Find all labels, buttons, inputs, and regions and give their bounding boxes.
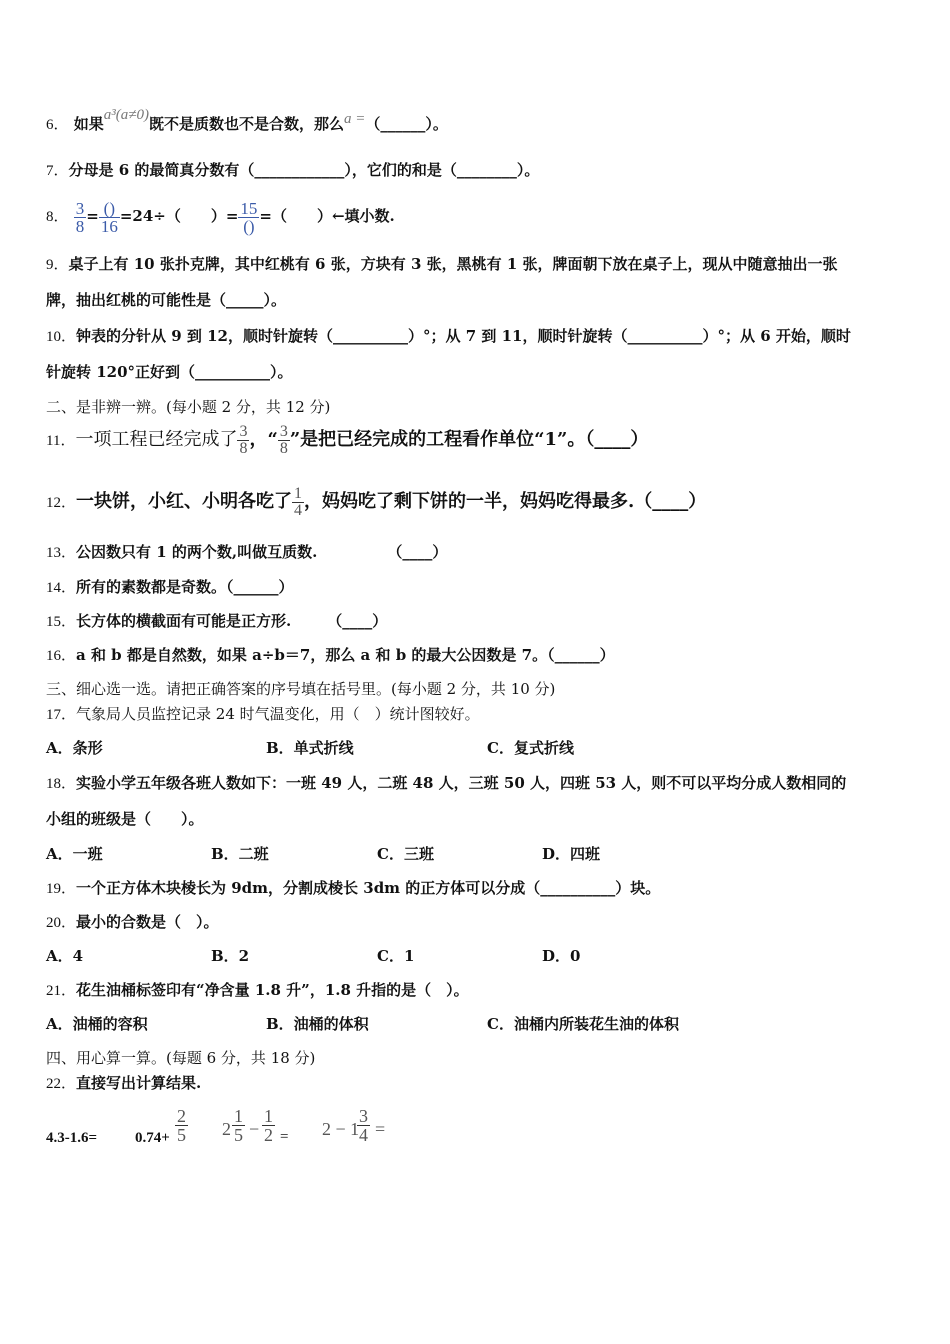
calc-4-numerator: 3 xyxy=(359,1106,368,1126)
q19-text: 一个正方体木块棱长为 9dm，分割成棱长 3dm 的正方体可以分成（__________）块。 xyxy=(76,879,661,897)
q20-option-d[interactable]: D．0 xyxy=(542,947,581,965)
q11-numerator: 3 xyxy=(239,422,248,440)
q20-text: 最小的合数是（ ）。 xyxy=(76,913,219,931)
calc-4-equals: = xyxy=(375,1119,386,1139)
q6-text-2: 既不是质数也不是合数，那么 xyxy=(149,115,345,133)
question-19 xyxy=(46,878,660,899)
q16-number: 16． xyxy=(46,648,77,664)
q11-text-3: ”是把已经完成的工程看作单位“1”。（____） xyxy=(289,429,649,450)
q8-middle: =24÷（ ）= xyxy=(119,207,239,225)
calc-3-numerator-1: 1 xyxy=(234,1106,243,1126)
q21-number: 21． xyxy=(46,983,77,999)
q8-fraction-3 xyxy=(238,200,259,235)
q17-number: 17． xyxy=(46,707,77,723)
q22-text: 直接写出计算结果. xyxy=(76,1074,202,1092)
section-2-heading: 二、是非辨一辨。(每小题 2 分，共 12 分) xyxy=(46,398,331,416)
q18-option-b[interactable]: B．二班 xyxy=(211,845,269,863)
question-10-line-1 xyxy=(46,326,851,347)
question-12 xyxy=(46,480,706,524)
q13-text: 公因数只有 1 的两个数,叫做互质数. xyxy=(76,543,318,561)
q15-text: 长方体的横截面有可能是正方形. xyxy=(76,612,292,630)
q6-expression: a³(a≠0) xyxy=(103,107,149,123)
q9-text-2: 牌，抽出红桃的可能性是（_____）。 xyxy=(46,291,287,309)
q10-text-1: 钟表的分针从 9 到 12，顺时针旋转（__________）°；从 7 到 11，顺时针旋转（__________）°；从 6 开始，顺时 xyxy=(76,327,851,345)
q6-blank: （______）。 xyxy=(365,115,448,133)
question-6 xyxy=(46,107,448,135)
calc-2-prefix: 0.74+ xyxy=(135,1130,170,1146)
q18-options xyxy=(46,844,906,864)
q6-text-1: 如果 xyxy=(73,115,104,133)
q11-number: 11． xyxy=(46,433,76,449)
question-13 xyxy=(46,542,447,563)
q12-text-2: ，妈妈吃了剩下饼的一半，妈妈吃得最多.（____） xyxy=(304,491,707,512)
calc-3-equals: = xyxy=(280,1129,289,1145)
q12-number: 12． xyxy=(46,495,77,511)
q20-number: 20． xyxy=(46,915,77,931)
q15-blank: （____） xyxy=(327,612,388,630)
question-22 xyxy=(46,1073,201,1094)
calc-3-minus: − xyxy=(249,1119,260,1139)
q15-number: 15． xyxy=(46,614,77,630)
question-17 xyxy=(46,704,480,725)
question-8 xyxy=(46,196,395,236)
q20-options xyxy=(46,946,906,966)
calc-3-denominator-1: 5 xyxy=(234,1125,243,1145)
q11-text-1: 一项工程已经完成了 xyxy=(75,429,238,450)
q8-f3-denominator: () xyxy=(243,216,255,236)
question-21 xyxy=(46,980,469,1001)
q17-option-b[interactable]: B．单式折线 xyxy=(266,739,354,757)
q17-option-c[interactable]: C．复式折线 xyxy=(487,739,574,757)
q22-calculations xyxy=(46,1105,446,1155)
q12-denominator: 4 xyxy=(294,501,303,519)
calc-3-fraction-1 xyxy=(232,1107,245,1144)
q9-text-1: 桌子上有 10 张扑克牌，其中红桃有 6 张，方块有 3 张，黑桃有 1 张，牌面朝下放在桌子上，现从中随意抽出一张 xyxy=(68,255,838,273)
q16-text: a 和 b 都是自然数，如果 a÷b＝7，那么 a 和 b 的最大公因数是 7。（______） xyxy=(76,646,615,664)
q9-number: 9． xyxy=(46,257,69,273)
section-3-heading: 三、细心选一选。请把正确答案的序号填在括号里。(每小题 2 分，共 10 分) xyxy=(46,680,556,698)
q8-f1-denominator: 8 xyxy=(75,216,85,236)
question-7 xyxy=(46,160,539,181)
q18-option-a[interactable]: A．一班 xyxy=(46,845,103,863)
question-16 xyxy=(46,645,615,666)
q17-options xyxy=(46,738,906,758)
q20-option-b[interactable]: B．2 xyxy=(211,947,250,965)
calc-3-whole: 2 xyxy=(222,1119,231,1139)
question-20 xyxy=(46,912,219,933)
q8-number: 8． xyxy=(46,209,69,225)
q21-option-c[interactable]: C．油桶内所装花生油的体积 xyxy=(487,1015,679,1033)
q18-option-d[interactable]: D．四班 xyxy=(542,845,601,863)
q12-text-1: 一块饼，小红、小明各吃了 xyxy=(76,491,293,512)
q6-number: 6． xyxy=(46,117,69,133)
q8-equals: = xyxy=(86,207,99,225)
q10-text-2: 针旋转 120°正好到（__________）。 xyxy=(46,363,293,381)
q8-fraction-1 xyxy=(74,200,87,235)
calc-3-numerator-2: 1 xyxy=(264,1106,273,1126)
q17-text: 气象局人员监控记录 24 时气温变化，用（ ）统计图较好。 xyxy=(76,705,480,723)
q8-f1-numerator: 3 xyxy=(75,198,85,218)
q14-text: 所有的素数都是奇数。（______） xyxy=(76,578,294,596)
calc-4-fraction xyxy=(357,1107,370,1144)
q7-text: 分母是 6 的最简真分数有（____________），它们的和是（________）。 xyxy=(68,161,540,179)
question-11 xyxy=(46,418,648,462)
q12-fraction xyxy=(292,486,304,519)
q11-text-2: ，“ xyxy=(249,429,278,450)
q11-fraction-2 xyxy=(278,424,290,457)
q8-f3-numerator: 15 xyxy=(240,198,258,218)
q19-number: 19． xyxy=(46,881,77,897)
q17-option-a[interactable]: A．条形 xyxy=(46,739,103,757)
question-15 xyxy=(46,611,387,632)
q13-blank: （____） xyxy=(387,543,448,561)
q11-fraction xyxy=(237,424,249,457)
q11-denominator-2: 8 xyxy=(279,439,288,457)
q21-text: 花生油桶标签印有“净含量 1.8 升”，1.8 升指的是（ ）。 xyxy=(76,981,469,999)
question-10-line-2 xyxy=(46,362,293,382)
calc-2-denominator: 5 xyxy=(177,1125,186,1145)
q7-number: 7． xyxy=(46,163,69,179)
q20-option-a[interactable]: A．4 xyxy=(46,947,84,965)
q18-option-c[interactable]: C．三班 xyxy=(377,845,434,863)
question-14 xyxy=(46,577,294,598)
question-18-line-1 xyxy=(46,773,846,794)
q21-option-a[interactable]: A．油桶的容积 xyxy=(46,1015,148,1033)
q11-numerator-2: 3 xyxy=(279,422,288,440)
q12-numerator: 1 xyxy=(294,484,303,502)
q20-option-c[interactable]: C．1 xyxy=(377,947,415,965)
question-9-line-2 xyxy=(46,290,286,310)
calc-4-prefix: 2 − 1 xyxy=(322,1119,360,1139)
calc-1: 4.3-1.6= xyxy=(46,1130,98,1146)
q18-text-2: 小组的班级是（ ）。 xyxy=(46,810,204,828)
q18-number: 18． xyxy=(46,776,77,792)
q13-number: 13． xyxy=(46,545,77,561)
calc-2-fraction xyxy=(175,1107,188,1144)
question-18-line-2 xyxy=(46,809,204,829)
q8-tail: =（ ）←填小数. xyxy=(259,207,395,225)
section-4-heading: 四、用心算一算。(每题 6 分，共 18 分) xyxy=(46,1049,316,1067)
q14-number: 14． xyxy=(46,580,77,596)
q8-f2-denominator: 16 xyxy=(100,216,118,236)
q8-f2-numerator: () xyxy=(99,200,120,218)
q21-option-b[interactable]: B．油桶的体积 xyxy=(266,1015,369,1033)
q18-text-1: 实验小学五年级各班人数如下：一班 49 人，二班 48 人，三班 50 人，四班 53 人，则不可以平均分成人数相同的 xyxy=(76,774,847,792)
calc-2-numerator: 2 xyxy=(177,1106,186,1126)
calc-4-denominator: 4 xyxy=(359,1125,368,1145)
q11-denominator: 8 xyxy=(239,439,248,457)
q10-number: 10． xyxy=(46,329,77,345)
q6-expression-2: a = xyxy=(344,111,366,127)
calc-3-denominator-2: 2 xyxy=(264,1125,273,1145)
q8-fraction-2 xyxy=(99,200,120,235)
q21-options xyxy=(46,1014,906,1034)
question-9-line-1 xyxy=(46,254,837,275)
calc-3-fraction-2 xyxy=(262,1107,275,1144)
q22-number: 22． xyxy=(46,1076,77,1092)
